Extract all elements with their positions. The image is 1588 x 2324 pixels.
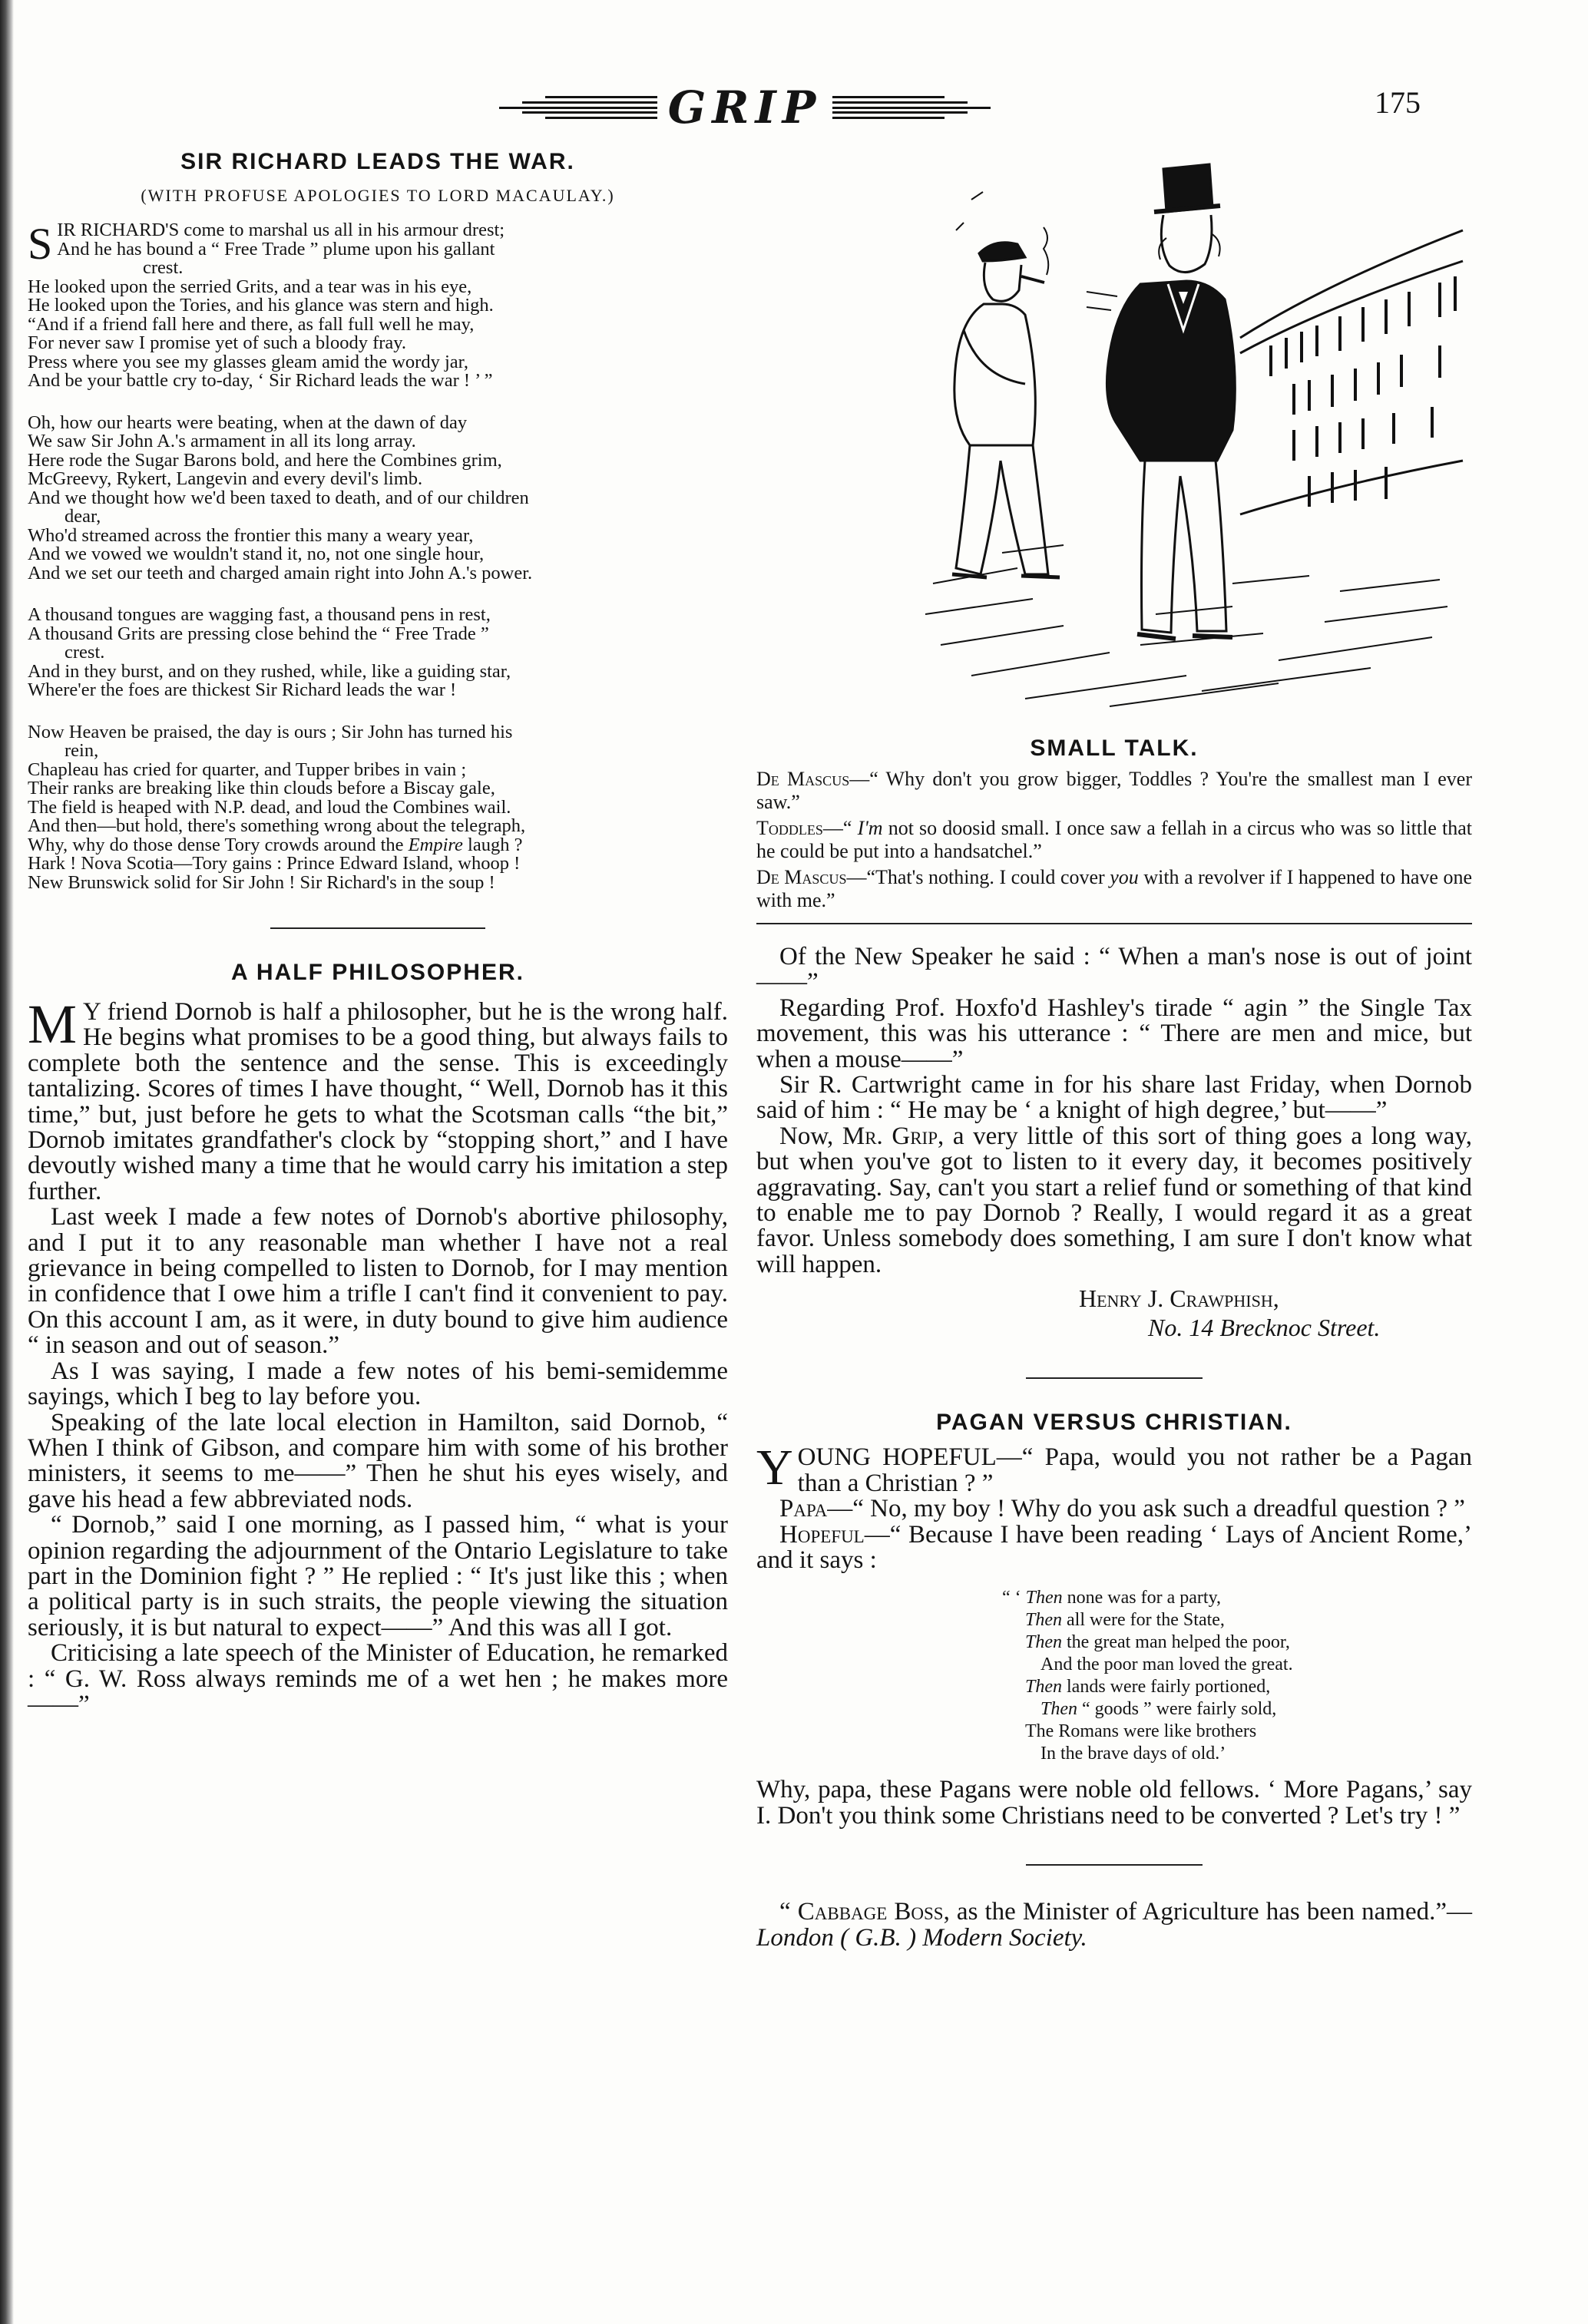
article-conclusion [756,1777,1472,1829]
poem-line: He looked upon the serried Grits, and a tear was in his eye, [28,276,472,297]
poem-stanza [28,221,728,391]
poem [28,221,728,892]
poem-line: New Brunswick solid for Sir John ! Sir Richard's in the soup ! [28,871,495,893]
verse-emphasis: Then [1025,1610,1062,1631]
verse-line [1002,1654,1472,1676]
poem-line: And then—but hold, there's something wrong about the telegraph, [28,815,526,836]
paragraph [756,1899,1472,1951]
paragraph: As I was saying, I made a few notes of his bemi-semidemme sayings, which I beg to lay before you. [28,1357,728,1411]
verse-line [1002,1698,1472,1721]
quote-source: London ( G.B. ) Modern Society. [756,1923,1087,1952]
verse-pre: “ ‘ [1002,1588,1026,1608]
poem-line: Press where you see my glasses gleam amid the wordy jar, [28,351,468,372]
poem-line: A thousand Grits are pressing close behind the “ Free Trade ” [28,623,489,644]
dialogue-line [756,768,1472,814]
poem-line: Oh, how our hearts were beating, when at the dawn of day [28,412,468,433]
poem-line: And in they burst, and on they rushed, while, like a guiding star, [28,660,511,682]
speaker: De Mascus [756,866,847,888]
quote-subject: Cabbage Boss [797,1898,944,1926]
paragraph: Speaking of the late local election in Hamilton, said Dornob, “ When I think of Gibson, and compare him with some of his brother ministers, it seems to me——” Then he shut his eyes wisely, and gave his head a few abbreviated nods. [28,1408,728,1513]
dialogue-text: not so doosid small. I once saw a fellah in a circus who was so little that he could be put into a handsatchel.” [756,817,1472,862]
paragraph-text: —“ Papa, would you not rather be a Pagan than a Christian ? ” [797,1443,1472,1497]
paragraph-text: Now, [779,1122,842,1150]
paragraph [756,1496,1472,1522]
poem-line: And we thought how we'd been taxed to death, and of our children [28,487,529,508]
paragraph-text: , as the Minister of Agriculture has been named.”— [943,1898,1472,1926]
addressee: Mr. Grip [842,1122,938,1150]
paragraph-text: “ [779,1898,798,1926]
drop-cap: S [28,219,53,269]
dialogue-emphasis: I'm [857,817,883,839]
left-column [28,138,728,1717]
poem-line: Now Heaven be praised, the day is ours ; Sir John has turned his [28,721,513,742]
paragraph: Regarding Prof. Hoxfo'd Hashley's tirade “ agin ” the Single Tax movement, this was his utterance : “ There are men and mice, but when a mouse——” [756,993,1472,1073]
verse-emphasis: Then [1025,1632,1062,1653]
right-column [756,736,1472,1951]
poem-line: Here rode the Sugar Barons bold, and here the Combines grim, [28,449,502,471]
masthead-title: GRIP [667,81,822,134]
cabbage-quote [756,1899,1472,1951]
poem-line: He looked upon the Tories, and his glance was stern and high. [28,295,494,316]
speaker: Papa [779,1495,828,1523]
masthead-rule-left [499,96,657,119]
verse-emphasis: Then [1025,1588,1063,1608]
verse-line [1002,1587,1472,1609]
poem-stanza [28,414,728,583]
poem-line: Where'er the foes are thickest Sir Richard leads the war ! [28,679,457,700]
verse-line [1002,1609,1472,1631]
poem-subtitle: (WITH PROFUSE APOLOGIES TO LORD MACAULAY.) [141,186,615,205]
section-divider [1026,1377,1203,1379]
small-talk-illustration [910,154,1471,722]
poem-line: A thousand tongues are wagging fast, a thousand pens in rest, [28,604,491,625]
verse-line [1002,1721,1472,1743]
poem-line: For never saw I promise yet of such a bloody fray. [28,332,407,353]
verse-line [1002,1676,1472,1698]
paragraph: Of the New Speaker he said : “ When a man's nose is out of joint——” [756,943,1472,997]
section-divider [270,927,485,929]
poem-line: The field is heaped with N.P. dead, and loud the Combines wail. [28,796,511,818]
paragraph [756,1124,1472,1278]
dialogue-emphasis: you [1110,866,1139,888]
verse-text: the great man helped the poor, [1062,1632,1290,1653]
signature: Henry J. Crawphish, [1079,1284,1279,1313]
paragraph-text: —“ Because I have been reading ‘ Lays of Ancient Rome,’ and it says : [756,1520,1472,1574]
poem-stanza [28,606,728,700]
small-talk-title: SMALL TALK. [1030,736,1199,761]
poem-line: Who'd streamed across the frontier this many a weary year, [28,524,474,546]
poem-line [28,836,728,855]
dialogue-text: —“ [822,817,858,839]
speaker: Toddles [756,817,823,839]
masthead [499,77,991,138]
dialogue-text: —“That's nothing. I could cover [846,866,1110,888]
verse-line [1002,1743,1472,1765]
verse-text: none was for a party, [1062,1588,1222,1608]
poem-line: And be your battle cry to-day, ‘ Sir Richard leads the war ! ’ ” [28,370,493,391]
paragraph-text: , a very little of this sort of thing goes a long way, but when you've got to listen to it every day, it becomes positively aggravating. Say, can't you start a relief fund or something of that kind to enable me to pay Dornob ? Really, I would regard it as a great favor. Unless somebody does something, I am sure I don't know what will happen. [756,1122,1472,1278]
signature-address: No. 14 Brecknoc Street. [1148,1314,1381,1342]
article-body [28,993,728,1718]
verse-text: In the brave days of old.’ [1040,1744,1226,1764]
masthead-rule-right [832,96,991,119]
poem-line: Chapleau has cried for quarter, and Tupper bribes in vain ; [28,759,467,780]
poem-line: And he has bound a “ Free Trade ” plume upon his gallant [57,238,495,260]
speaker: Hopeful [779,1520,865,1549]
paragraph: “ Dornob,” said I one morning, as I passed him, “ what is your opinion regarding the adjournment of the Ontario Legislature to take part in the Dominion fight ? ” He replied : “ It's just like this ; when a political party is in such straits, the people viewing the situation seriously, it is but natural to expect——” And this was all I got. [28,1511,728,1641]
verse-emphasis: Then [1040,1699,1077,1720]
dialogue-line [756,817,1472,863]
poem-line: crest. [65,642,105,663]
poem-line: And we vowed we wouldn't stand it, no, not one single hour, [28,544,485,564]
empire-word: Empire [408,834,463,855]
poem-line-text: Why, why do those dense Tory crowds around the [28,834,409,855]
poem-stanza [28,723,728,893]
dialogue-line [756,866,1472,912]
poem-line: We saw Sir John A.'s armament in all its long array. [28,431,416,451]
poem-line: dear, [65,506,101,527]
speaker: De Mascus [756,768,850,790]
poem-line-tail: laugh ? [462,834,523,855]
small-talk-dialogue [756,768,1472,912]
paragraph-text: Y friend Dornob is half a philosopher, but he is the wrong half. He begins what promises to be a good thing, but always fails to complete both the sentence and the sense. This is exceedingly tantalizing. Scores of times I have thought, “ Well, Dornob has it this time,” but, just before he gets to what the Scotsman calls “the bit,” Dornob imitates grandfather's clock by “stopping short,” and I have devoutly wished many a time that he would carry his imitation a step further. [28,998,728,1205]
poem-line: Hark ! Nova Scotia—Tory gains : Prince Edward Island, whoop ! [28,853,521,874]
article-body [756,1440,1472,1574]
verse-quote [756,1587,1472,1765]
verse-emphasis: Then [1025,1677,1062,1698]
poem-line: IR RICHARD'S come to marshal us all in his armour drest; [57,220,505,240]
article-title: PAGAN VERSUS CHRISTIAN. [936,1410,1292,1436]
dialogue-text: with a revolver if I happened to have one with me.” [756,866,1472,911]
paragraph-text: OUNG HOPEFUL [797,1443,997,1472]
article-continuation [756,944,1472,1278]
paragraph: Why, papa, these Pagans were noble old fellows. ‘ More Pagans,’ say I. Don't you think some Christians need to be converted ? Let's try ! ” [756,1776,1472,1830]
paragraph: Last week I made a few notes of Dornob's abortive philosophy, and I put it to any reasonable man whether I have not a real grievance in being compelled to listen to Dornob, for I may mention in confidence that I owe him a trifle I can't find it convenient to pay. On this account I am, as it were, in duty bound to give him audience “ in season and out of season.” [28,1203,728,1360]
poem-line: crest. [143,257,184,278]
poem-title: SIR RICHARD LEADS THE WAR. [180,149,575,174]
poem-line: And we set our teeth and charged amain right into John A.'s power. [28,562,533,583]
drop-cap: Y [756,1440,793,1496]
paragraph: Sir R. Cartwright came in for his share last Friday, when Dornob said of him : “ He may be ‘ a knight of high degree,’ but——” [756,1071,1472,1125]
paragraph: Criticising a late speech of the Minister of Education, he remarked : “ G. W. Ross always reminds me of a wet hen ; he makes more——” [28,1639,728,1718]
verse-text: The Romans were like brothers [1025,1721,1257,1742]
verse-line [1002,1631,1472,1654]
poem-line: “And if a friend fall here and there, as fall full well he may, [28,313,475,335]
section-divider [756,923,1472,924]
article-title: A HALF PHILOSOPHER. [231,960,524,985]
binding-edge [0,0,14,2324]
poem-line: Their ranks are breaking like thin clouds before a Biscay gale, [28,778,495,798]
verse-text: all were for the State, [1062,1610,1225,1631]
paragraph [756,1440,1472,1497]
paragraph [28,993,728,1205]
paragraph-text: —“ No, my boy ! Why do you ask such a dreadful question ? ” [827,1495,1465,1523]
verse-text: lands were fairly portioned, [1062,1677,1271,1698]
drop-cap: M [28,993,78,1055]
verse-text: And the poor man loved the great. [1040,1655,1293,1675]
verse-text: “ goods ” were fairly sold, [1077,1699,1277,1720]
dialogue-text: —“ Why don't you grow bigger, Toddles ? You're the smallest man I ever saw.” [756,768,1472,813]
poem-line: McGreevy, Rykert, Langevin and every devil's limb. [28,468,423,489]
page-number: 175 [1375,85,1421,120]
poem-line: rein, [65,740,99,761]
paragraph [756,1522,1472,1574]
section-divider [1026,1864,1203,1866]
